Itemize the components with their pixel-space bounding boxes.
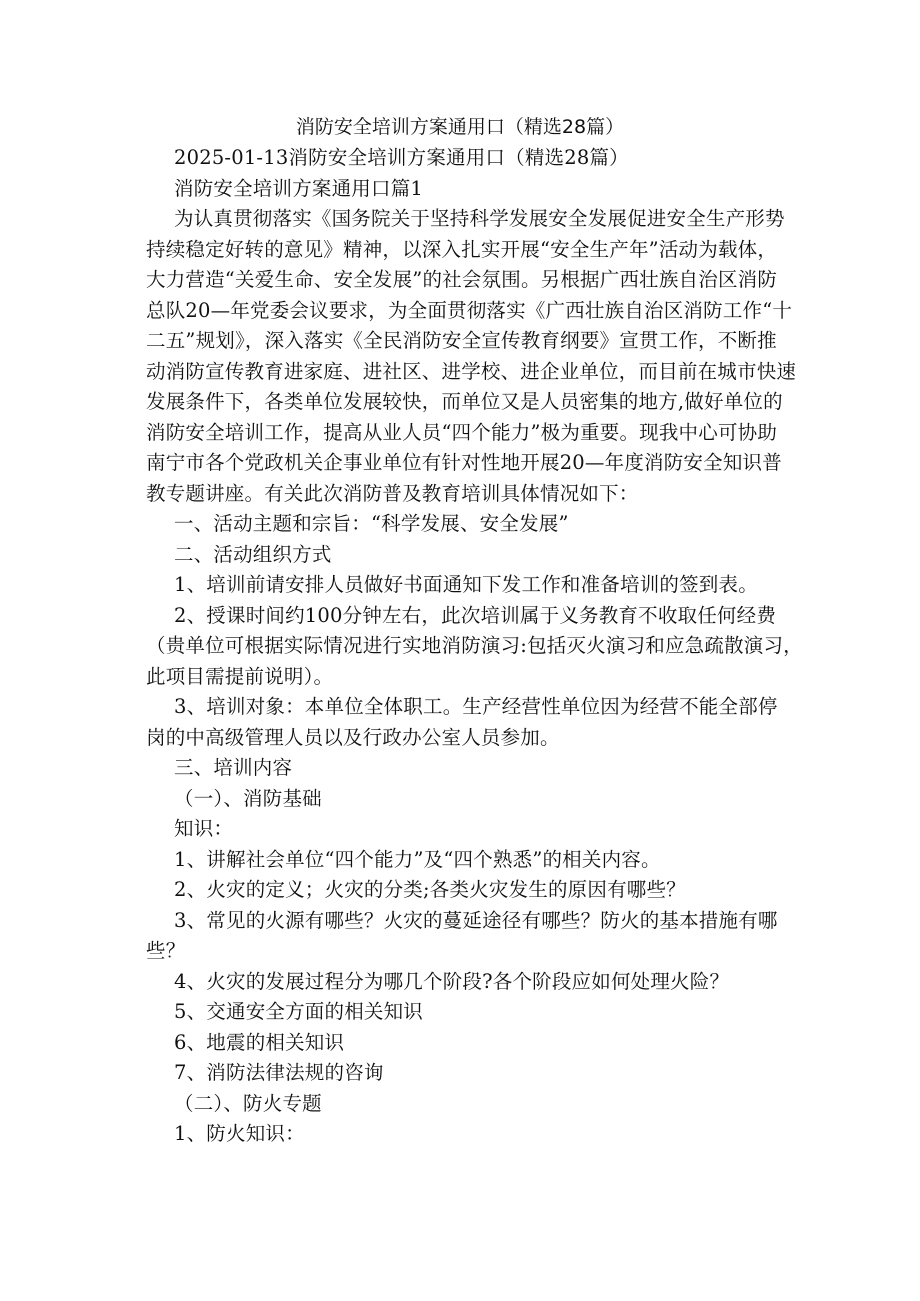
paragraph-line: 二五”规划》，深入落实《全民消防安全宣传教育纲要》宣贯工作，不断推 (146, 329, 777, 352)
knowledge-label: 知识： (174, 817, 234, 840)
org-item-2 (146, 601, 804, 693)
paragraph-intro (146, 204, 804, 509)
paragraph-line: 此项目需提前说明）。 (146, 664, 334, 688)
knowledge-item-4: 4、火灾的发展过程分为哪几个阶段?各个阶段应如何处理火险？ (174, 969, 730, 993)
paragraph-line: 南宁市各个党政机关企事业单位有针对性地开展20—年度消防安全知识普 (146, 451, 782, 474)
paragraph-line: 发展条件下，各类单位发展较快，而单位又是人员密集的地方,做好单位的 (146, 390, 783, 413)
meta-line: 2025-01-13消防安全培训方案通用口（精选28篇） (174, 146, 629, 169)
org-item-3 (146, 692, 804, 753)
paragraph-line: 持续稳定好转的意见》精神，以深入扎实开展“安全生产年”活动为载体， (146, 237, 778, 261)
paragraph-line: 2、授课时间约100分钟左右，此次培训属于义务教育不收取任何经费 (174, 603, 777, 627)
paragraph-line: 些？ (146, 939, 186, 962)
document-title: 消防安全培训方案通用口（精选28篇） (295, 116, 625, 138)
paragraph-line: 总队20—年党委会议要求，为全面贯彻落实《广西壮族自治区消防工作“十 (146, 298, 793, 322)
paragraph-line: 为认真贯彻落实《国务院关于坚持科学发展安全发展促进安全生产形势 (174, 207, 785, 230)
paragraph-line: 3、常见的火源有哪些？火灾的蔓延途径有哪些？防火的基本措施有哪 (174, 908, 778, 932)
knowledge-item-7: 7、消防法律法规的咨询 (174, 1061, 384, 1084)
paragraph-line: 大力营造“关爱生命、安全发展”的社会氛围。另根据广西壮族自治区消防 (146, 268, 778, 291)
subsection-fire-prevention: （二）、防火专题 (174, 1091, 322, 1115)
paragraph-line: 岗的中高级管理人员以及行政办公室人员参加。 (146, 725, 560, 749)
fire-prevention-item-1: 1、防火知识： (174, 1122, 305, 1145)
org-item-1: 1、培训前请安排人员做好书面通知下发工作和准备培训的签到表。 (174, 573, 758, 596)
knowledge-item-3 (146, 906, 804, 967)
knowledge-item-5: 5、交通安全方面的相关知识 (174, 1000, 424, 1023)
paragraph-line: 3、培训对象：本单位全体职工。生产经营性单位因为经营不能全部停 (174, 695, 778, 718)
document-body (146, 143, 804, 1150)
paragraph-line: 教专题讲座。有关此次消防普及教育培训具体情况如下： (146, 481, 639, 505)
knowledge-item-1: 1、讲解社会单位“四个能力”及“四个熟悉”的相关内容。 (174, 847, 661, 871)
knowledge-item-6: 6、地震的相关知识 (174, 1030, 345, 1054)
subsection-basics: （一）、消防基础 (174, 786, 322, 810)
knowledge-item-2: 2、火灾的定义；火灾的分类;各类火灾发生的原因有哪些？ (174, 878, 686, 901)
item-content: 三、培训内容 (174, 756, 293, 779)
item-theme: 一、活动主题和宗旨：“科学发展、安全发展” (174, 512, 569, 535)
section-heading: 消防安全培训方案通用口篇1 (174, 176, 424, 200)
item-organization: 二、活动组织方式 (174, 542, 332, 566)
paragraph-line: 消防安全培训工作，提高从业人员“四个能力”极为重要。现我中心可协助 (146, 420, 778, 444)
paragraph-line: 动消防宣传教育进家庭、进社区、进学校、进企业单位，而目前在城市快速 (146, 359, 797, 383)
paragraph-line: （贵单位可根据实际情况进行实地消防演习:包括灭火演习和应急疏散演习， (146, 634, 803, 657)
